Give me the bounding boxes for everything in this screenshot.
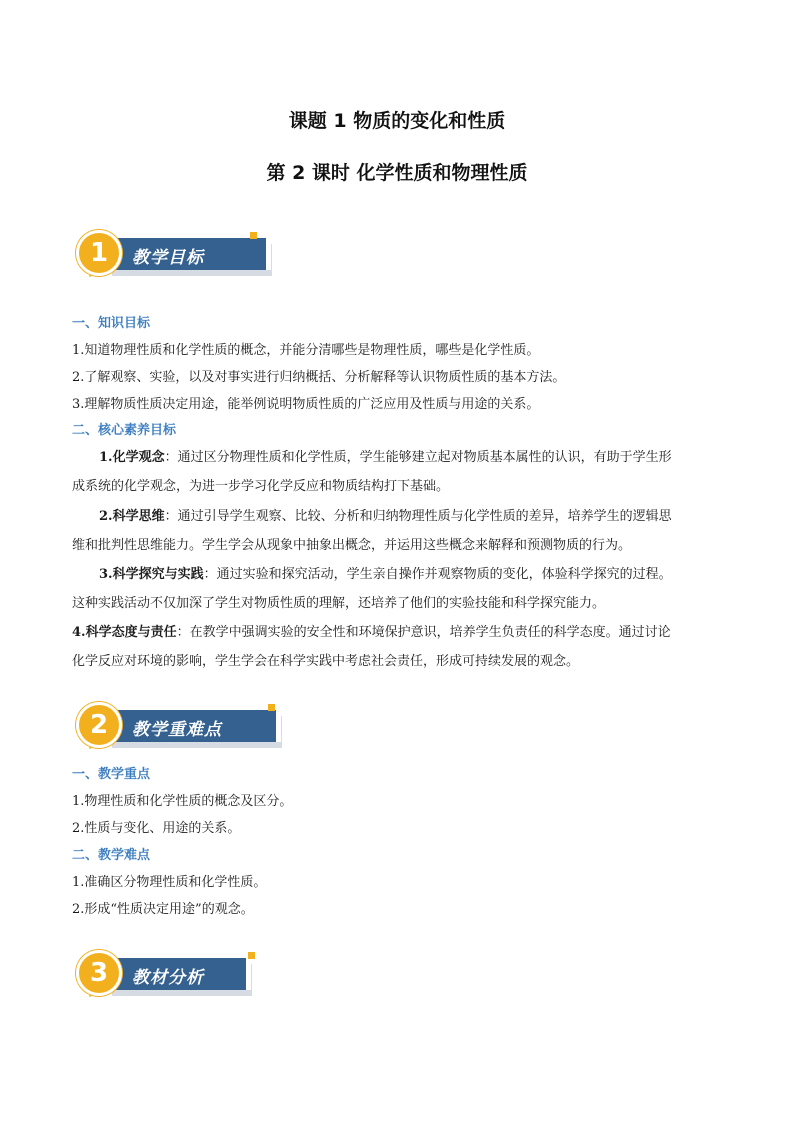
- section-header-2: [76, 702, 276, 756]
- section-title: 教学重难点: [132, 720, 222, 740]
- knowledge-goal-item: 3.理解物质性质决定用途，能举例说明物质性质的广泛应用及性质与用途的关系。: [72, 397, 540, 412]
- page-title: 课题 1 物质的变化和性质: [288, 110, 506, 132]
- literacy-item-2-line2: 维和批判性思维能力。学生学会从现象中抽象出概念，并运用这些概念来解释和预测物质的行为。: [72, 538, 632, 553]
- literacy-item-1-line2: 成系统的化学观念，为进一步学习化学反应和物质结构打下基础。: [72, 479, 450, 494]
- literacy-item-2-line1: [99, 505, 724, 524]
- literacy-item-label: 4.科学态度与责任: [72, 625, 177, 640]
- literacy-goals-heading: 二、核心素养目标: [72, 423, 177, 438]
- header-accent-dot: [250, 232, 257, 239]
- key-point-item: 1.物理性质和化学性质的概念及区分。: [72, 794, 293, 809]
- knowledge-goal-item: 1.知道物理性质和化学性质的概念，并能分清哪些是物理性质，哪些是化学性质。: [72, 343, 540, 358]
- knowledge-goal-item: 2.了解观察、实验，以及对事实进行归纳概括、分析解释等认识物质性质的基本方法。: [72, 370, 566, 385]
- key-points-heading: 一、教学重点: [72, 767, 151, 782]
- difficult-point-item: 2.形成“性质决定用途”的观念。: [72, 902, 254, 917]
- section-header-3: [76, 950, 276, 1004]
- difficult-points-heading: 二、教学难点: [72, 848, 151, 863]
- difficult-point-item: 1.准确区分物理性质和化学性质。: [72, 875, 267, 890]
- literacy-item-1-line1: [99, 446, 724, 465]
- literacy-item-3-line2: 这种实践活动不仅加深了学生对物质性质的理解，还培养了他们的实验技能和科学探究能力。: [72, 596, 606, 611]
- knowledge-goals-heading: 一、知识目标: [72, 316, 151, 331]
- literacy-item-4-line1: [72, 621, 724, 640]
- section-number-badge: 1: [76, 230, 122, 276]
- header-accent-dot: [248, 952, 255, 959]
- section-number-badge: 2: [76, 702, 122, 748]
- literacy-item-text: ：通过引导学生观察、比较、分析和归纳物理性质与化学性质的差异，培养学生的逻辑思: [164, 509, 672, 524]
- literacy-item-text: ：通过实验和探究活动，学生亲自操作并观察物质的变化，体验科学探究的过程。: [203, 567, 672, 582]
- literacy-item-4-line2: 化学反应对环境的影响，学生学会在科学实践中考虑社会责任，形成可持续发展的观念。: [72, 654, 580, 669]
- literacy-item-text: ：在教学中强调实验的安全性和环境保护意识，培养学生负责任的科学态度。通过讨论: [176, 625, 671, 640]
- literacy-item-label: 1.化学观念: [99, 450, 165, 465]
- section-number-badge: 3: [76, 950, 122, 996]
- header-accent-dot: [268, 704, 275, 711]
- literacy-item-label: 3.科学探究与实践: [99, 567, 204, 582]
- key-point-item: 2.性质与变化、用途的关系。: [72, 821, 241, 836]
- section-header-1: [76, 230, 276, 284]
- section-title: 教材分析: [132, 968, 204, 988]
- literacy-item-text: ：通过区分物理性质和化学性质，学生能够建立起对物质基本属性的认识，有助于学生形: [164, 450, 672, 465]
- literacy-item-label: 2.科学思维: [99, 509, 165, 524]
- literacy-item-3-line1: [99, 563, 724, 582]
- section-title: 教学目标: [132, 248, 204, 268]
- page-subtitle: 第 2 课时 化学性质和物理性质: [266, 162, 528, 184]
